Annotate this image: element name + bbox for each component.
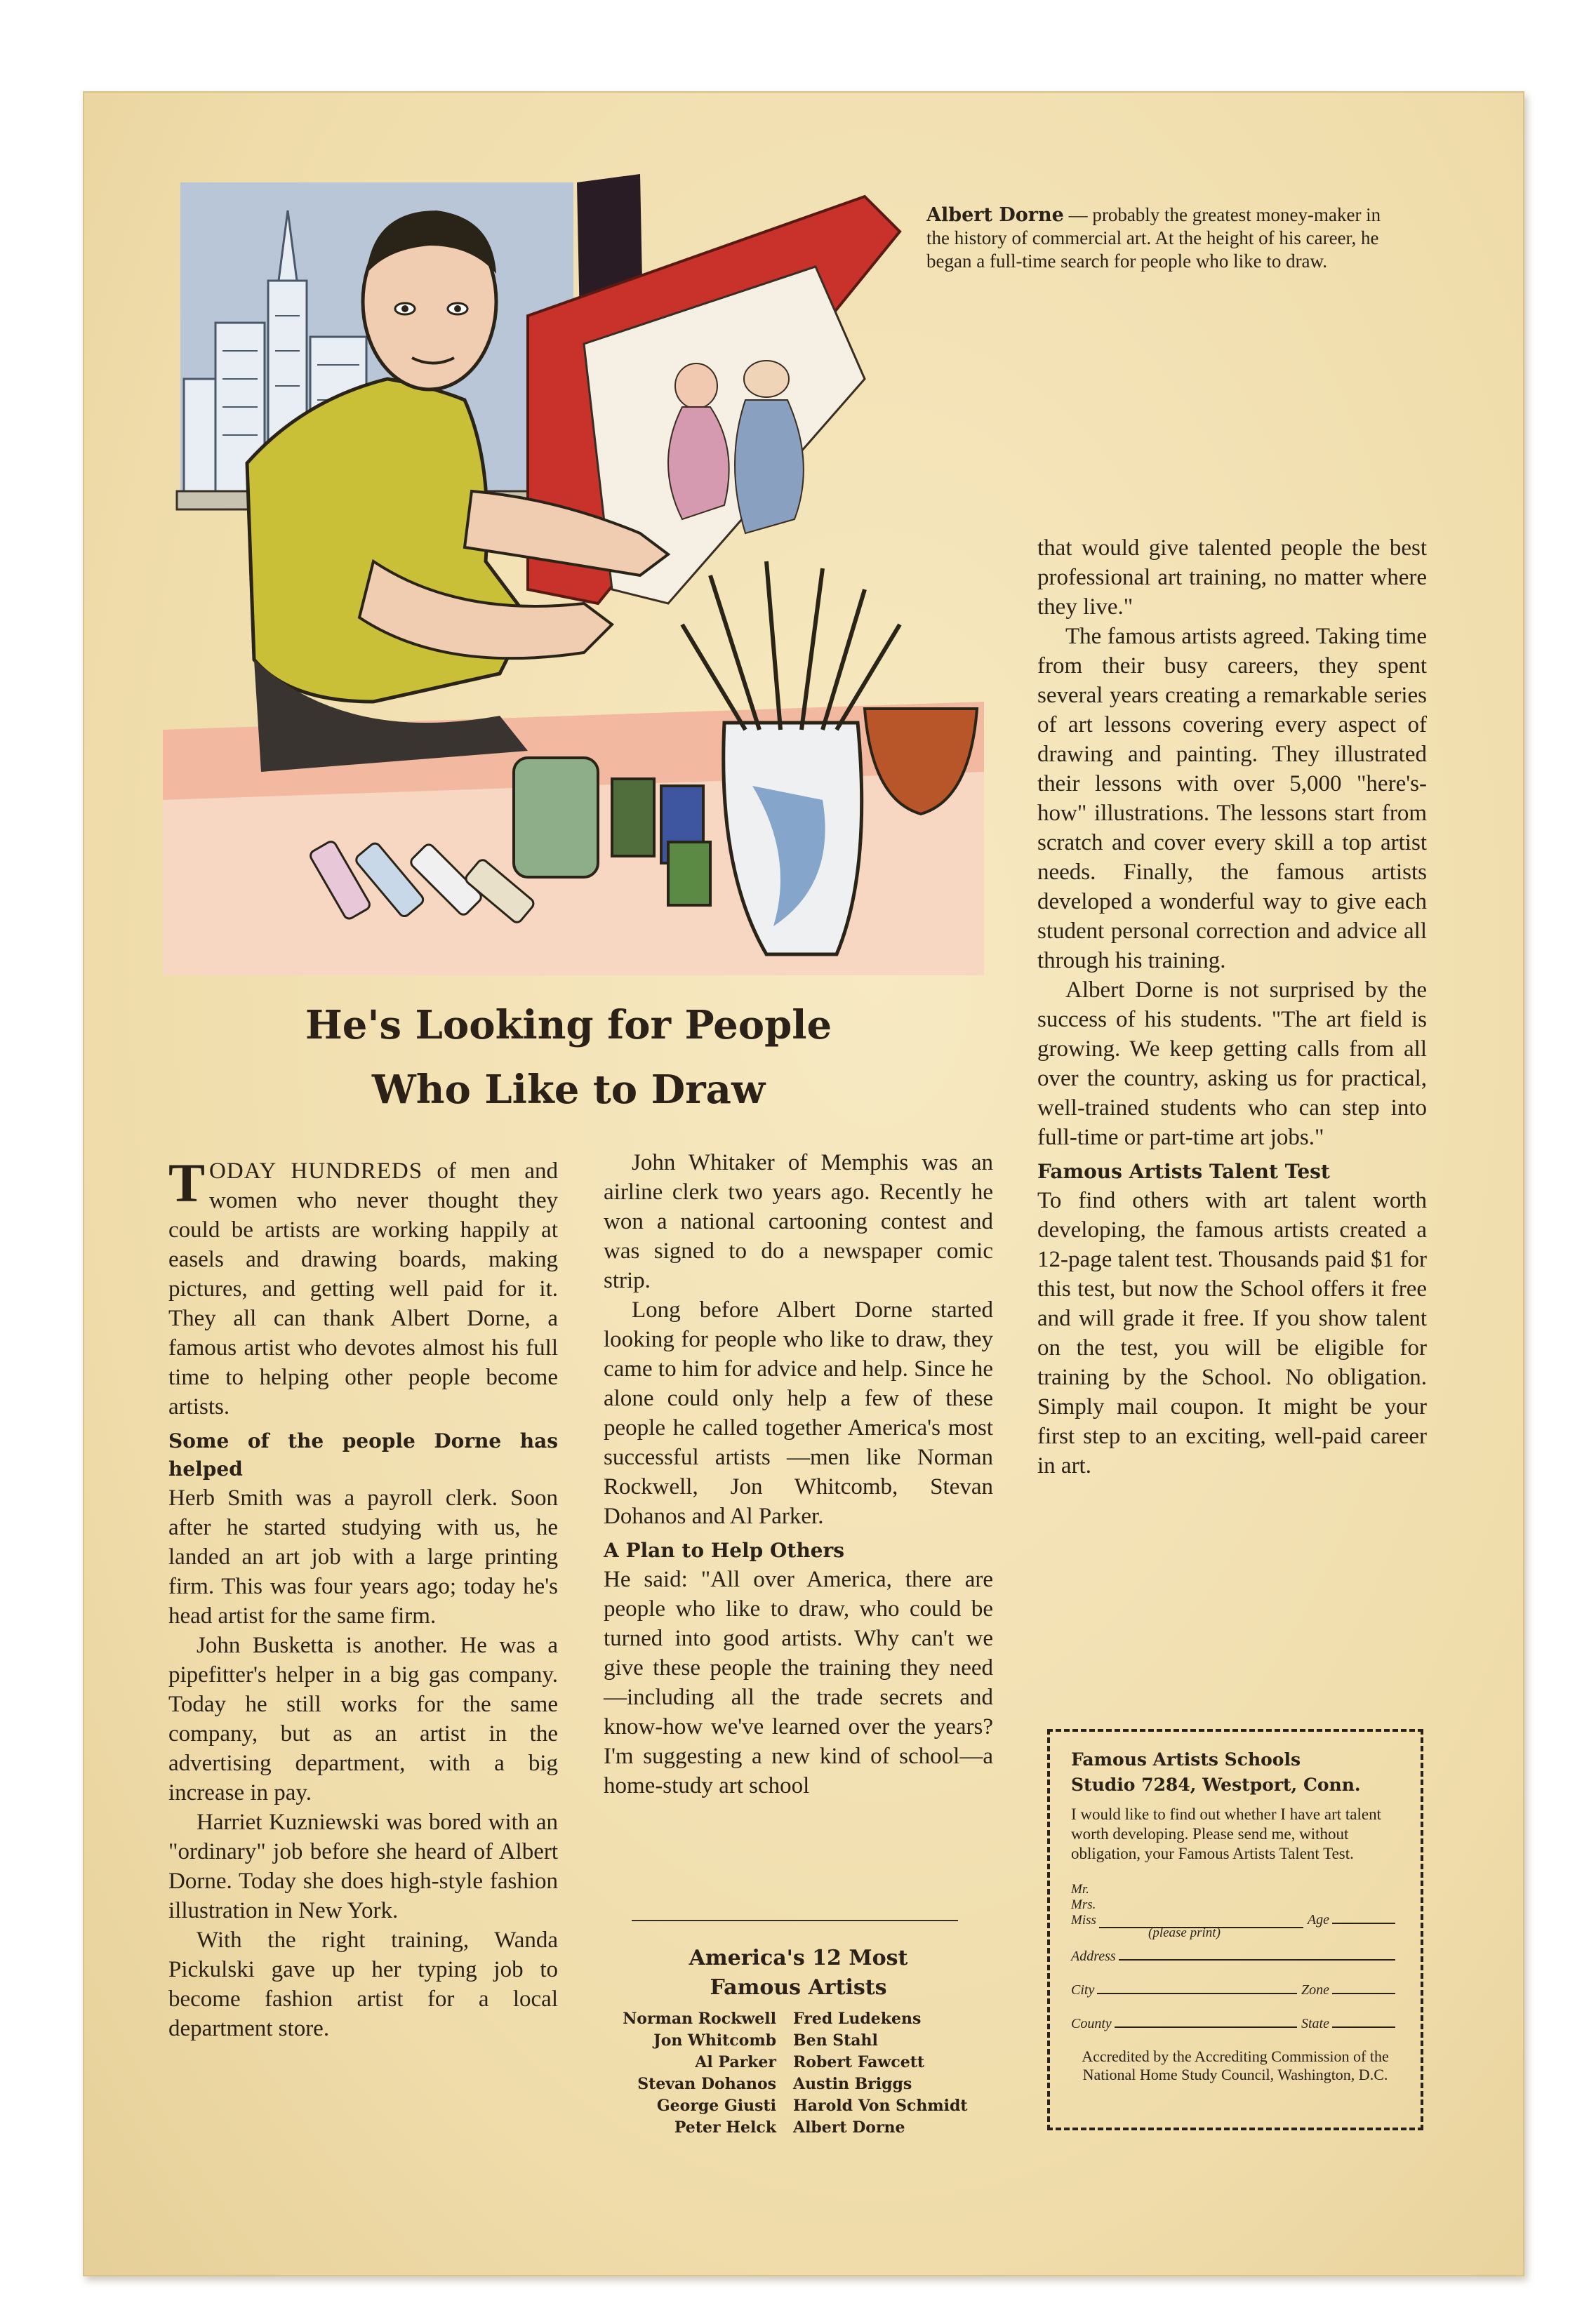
artists-title-line1: America's 12 Most — [689, 1946, 908, 1970]
coupon-address-line1: Famous Artists Schools — [1071, 1749, 1301, 1770]
divider-rule — [632, 1920, 958, 1921]
col1-p1-text: of men and women who never thought they could be artists are working happily at easels and drawing boards, making pictures, and getting well paid for it. They all can thank Albert Dorne, a famous artist who devotes almost his full time to helping other people become artists. — [168, 1158, 558, 1420]
address-field[interactable] — [1071, 1941, 1399, 1965]
coupon-fields — [1071, 1878, 1399, 2032]
salutation-labels — [1071, 1882, 1096, 1928]
artist-name: Austin Briggs — [793, 2075, 912, 2093]
artists-title — [604, 1944, 993, 2003]
col1-paragraph-5: With the right training, Wanda Pickulski gave up her typing job to become fashion artist for a local department store. — [168, 1928, 558, 2041]
city-zone-field[interactable] — [1071, 1975, 1399, 1998]
headline-line2: Who Like to Draw — [371, 1067, 766, 1113]
col1-paragraph-2: Herb Smith was a payroll clerk. Soon after he started studying with us, he landed an art job with a large printing firm. This was four years ago; today he's head artist for the same firm. — [168, 1485, 558, 1629]
artist-name: Peter Helck — [674, 2118, 776, 2137]
col2-paragraph-3: He said: "All over America, there are people who like to draw, who could be turned into good artists. Why can't we give these people the training they need—including all the trade secrets and know-how we've learned over the years? I'm suggesting a new kind of school—a home-study art school — [604, 1567, 993, 1798]
headline — [175, 993, 962, 1122]
col3-paragraph-2: The famous artists agreed. Taking time from their busy careers, they spent several years creating a remarkable series of art lessons covering every aspect of drawing and painting. They illustrated their lessons with over 5,000 "here's-how" illustrations. The lessons start from scratch and cover every skill a top artist needs. Finally, the famous artists developed a wonderful way to give each student personal correction and advice all through his training. — [1037, 624, 1427, 973]
lead-smallcaps: ODAY HUNDREDS — [209, 1158, 423, 1184]
artist-illustration — [163, 168, 984, 975]
label-miss: Miss — [1071, 1913, 1096, 1928]
artist-name: Ben Stahl — [793, 2031, 878, 2050]
artist-row — [597, 2008, 1004, 2030]
artist-row — [597, 2052, 1004, 2073]
col2-paragraph-2: Long before Albert Dorne started looking for people who like to draw, they came to him for advice and help. Since he alone could only help a few of these people he called together America's most successful artists —men like Norman Rockwell, Jon Whitcomb, Stevan Dohanos and Al Parker. — [604, 1297, 993, 1529]
col3-subhead: Famous Artists Talent Test — [1037, 1160, 1330, 1183]
coupon-address-line2: Studio 7284, Westport, Conn. — [1071, 1775, 1361, 1795]
dropcap: T — [168, 1152, 206, 1213]
label-city: City — [1071, 1982, 1095, 1998]
article-column-2 — [604, 1148, 993, 1801]
headline-line1: He's Looking for People — [305, 1002, 832, 1048]
artist-name: Fred Ludekens — [793, 2010, 922, 2028]
label-zone: Zone — [1301, 1982, 1329, 1998]
caption-name: Albert Dorne — [926, 204, 1064, 226]
artist-name: Albert Dorne — [793, 2118, 905, 2137]
mail-coupon[interactable] — [1047, 1729, 1423, 2130]
col3-paragraph-3: Albert Dorne is not surprised by the success of his students. "The art field is growing. We keep getting calls from all over the country, asking us for practical, well-trained students who can step into full-time or part-time art jobs." — [1037, 977, 1427, 1150]
caption-text — [926, 203, 1390, 273]
label-state: State — [1301, 2016, 1329, 2031]
artist-row — [597, 2117, 1004, 2139]
artist-name: Robert Fawcett — [793, 2053, 925, 2071]
paint-brushes — [682, 561, 900, 730]
label-age: Age — [1307, 1912, 1329, 1928]
article-column-3 — [1037, 533, 1427, 1481]
col2-paragraph-1: John Whitaker of Memphis was an airline clerk two years ago. Recently he won a national cartooning contest and was signed to do a newspaper comic strip. — [604, 1150, 993, 1293]
famous-artists-list — [597, 2008, 1004, 2139]
caption-body: — probably the greatest money-maker in the history of commercial art. At the height of his career, he began a full-time search for people who like to draw. — [926, 204, 1381, 272]
col1-subhead: Some of the people Dorne has helped — [168, 1429, 558, 1481]
artist-row — [597, 2095, 1004, 2117]
artist-name: George Giusti — [656, 2097, 776, 2115]
article-column-1 — [168, 1152, 558, 2043]
col3-paragraph-4: To find others with art talent worth developing, the famous artists created a 12-page talent test. Thousands paid $1 for this test, but now the School offers it free and will grade it free. If you show talent on the test, you will be eligible for training by the School. No obligation. Simply mail coupon. It might be your first step to an exciting, well-paid career in art. — [1037, 1188, 1427, 1478]
coupon-request: I would like to find out whether I have art talent worth developing. Please send me, without obligation, your Famous Artists Talent Test. — [1071, 1805, 1381, 1862]
col2-subhead: A Plan to Help Others — [604, 1539, 845, 1562]
coupon-address — [1071, 1747, 1399, 1798]
name-field[interactable] — [1071, 1878, 1399, 1928]
artist-name: Stevan Dohanos — [637, 2075, 776, 2093]
label-county: County — [1071, 2016, 1112, 2031]
county-state-field[interactable] — [1071, 2008, 1399, 2032]
col1-paragraph-1 — [168, 1152, 558, 1422]
accreditation-note: Accredited by the Accrediting Commission of the National Home Study Council, Washington, D.C. — [1082, 2048, 1389, 2083]
label-mr: Mr. — [1071, 1882, 1089, 1897]
artist-row — [597, 2030, 1004, 2052]
artist-name: Al Parker — [695, 2053, 776, 2071]
col1-paragraph-4: Harriet Kuzniewski was bored with an "ordinary" job before she heard of Albert Dorne. Today she does high-style fashion illustration in New York. — [168, 1810, 558, 1923]
col1-paragraph-3: John Busketta is another. He was a pipefitter's helper in a big gas company. Today he still works for the same company, but as an artist in the advertising department, with a big increase in pay. — [168, 1633, 558, 1805]
col3-paragraph-1: that would give talented people the best professional art training, no matter where they live." — [1037, 535, 1427, 620]
artist-name: Harold Von Schmidt — [793, 2097, 968, 2115]
artist-name: Norman Rockwell — [623, 2010, 776, 2028]
artist-name: Jon Whitcomb — [653, 2031, 776, 2050]
label-address: Address — [1071, 1949, 1116, 1964]
label-mrs: Mrs. — [1071, 1897, 1096, 1912]
artists-title-line2: Famous Artists — [710, 1975, 887, 2000]
artist-row — [597, 2073, 1004, 2095]
please-print-note: (please print) — [1148, 1925, 1221, 1940]
